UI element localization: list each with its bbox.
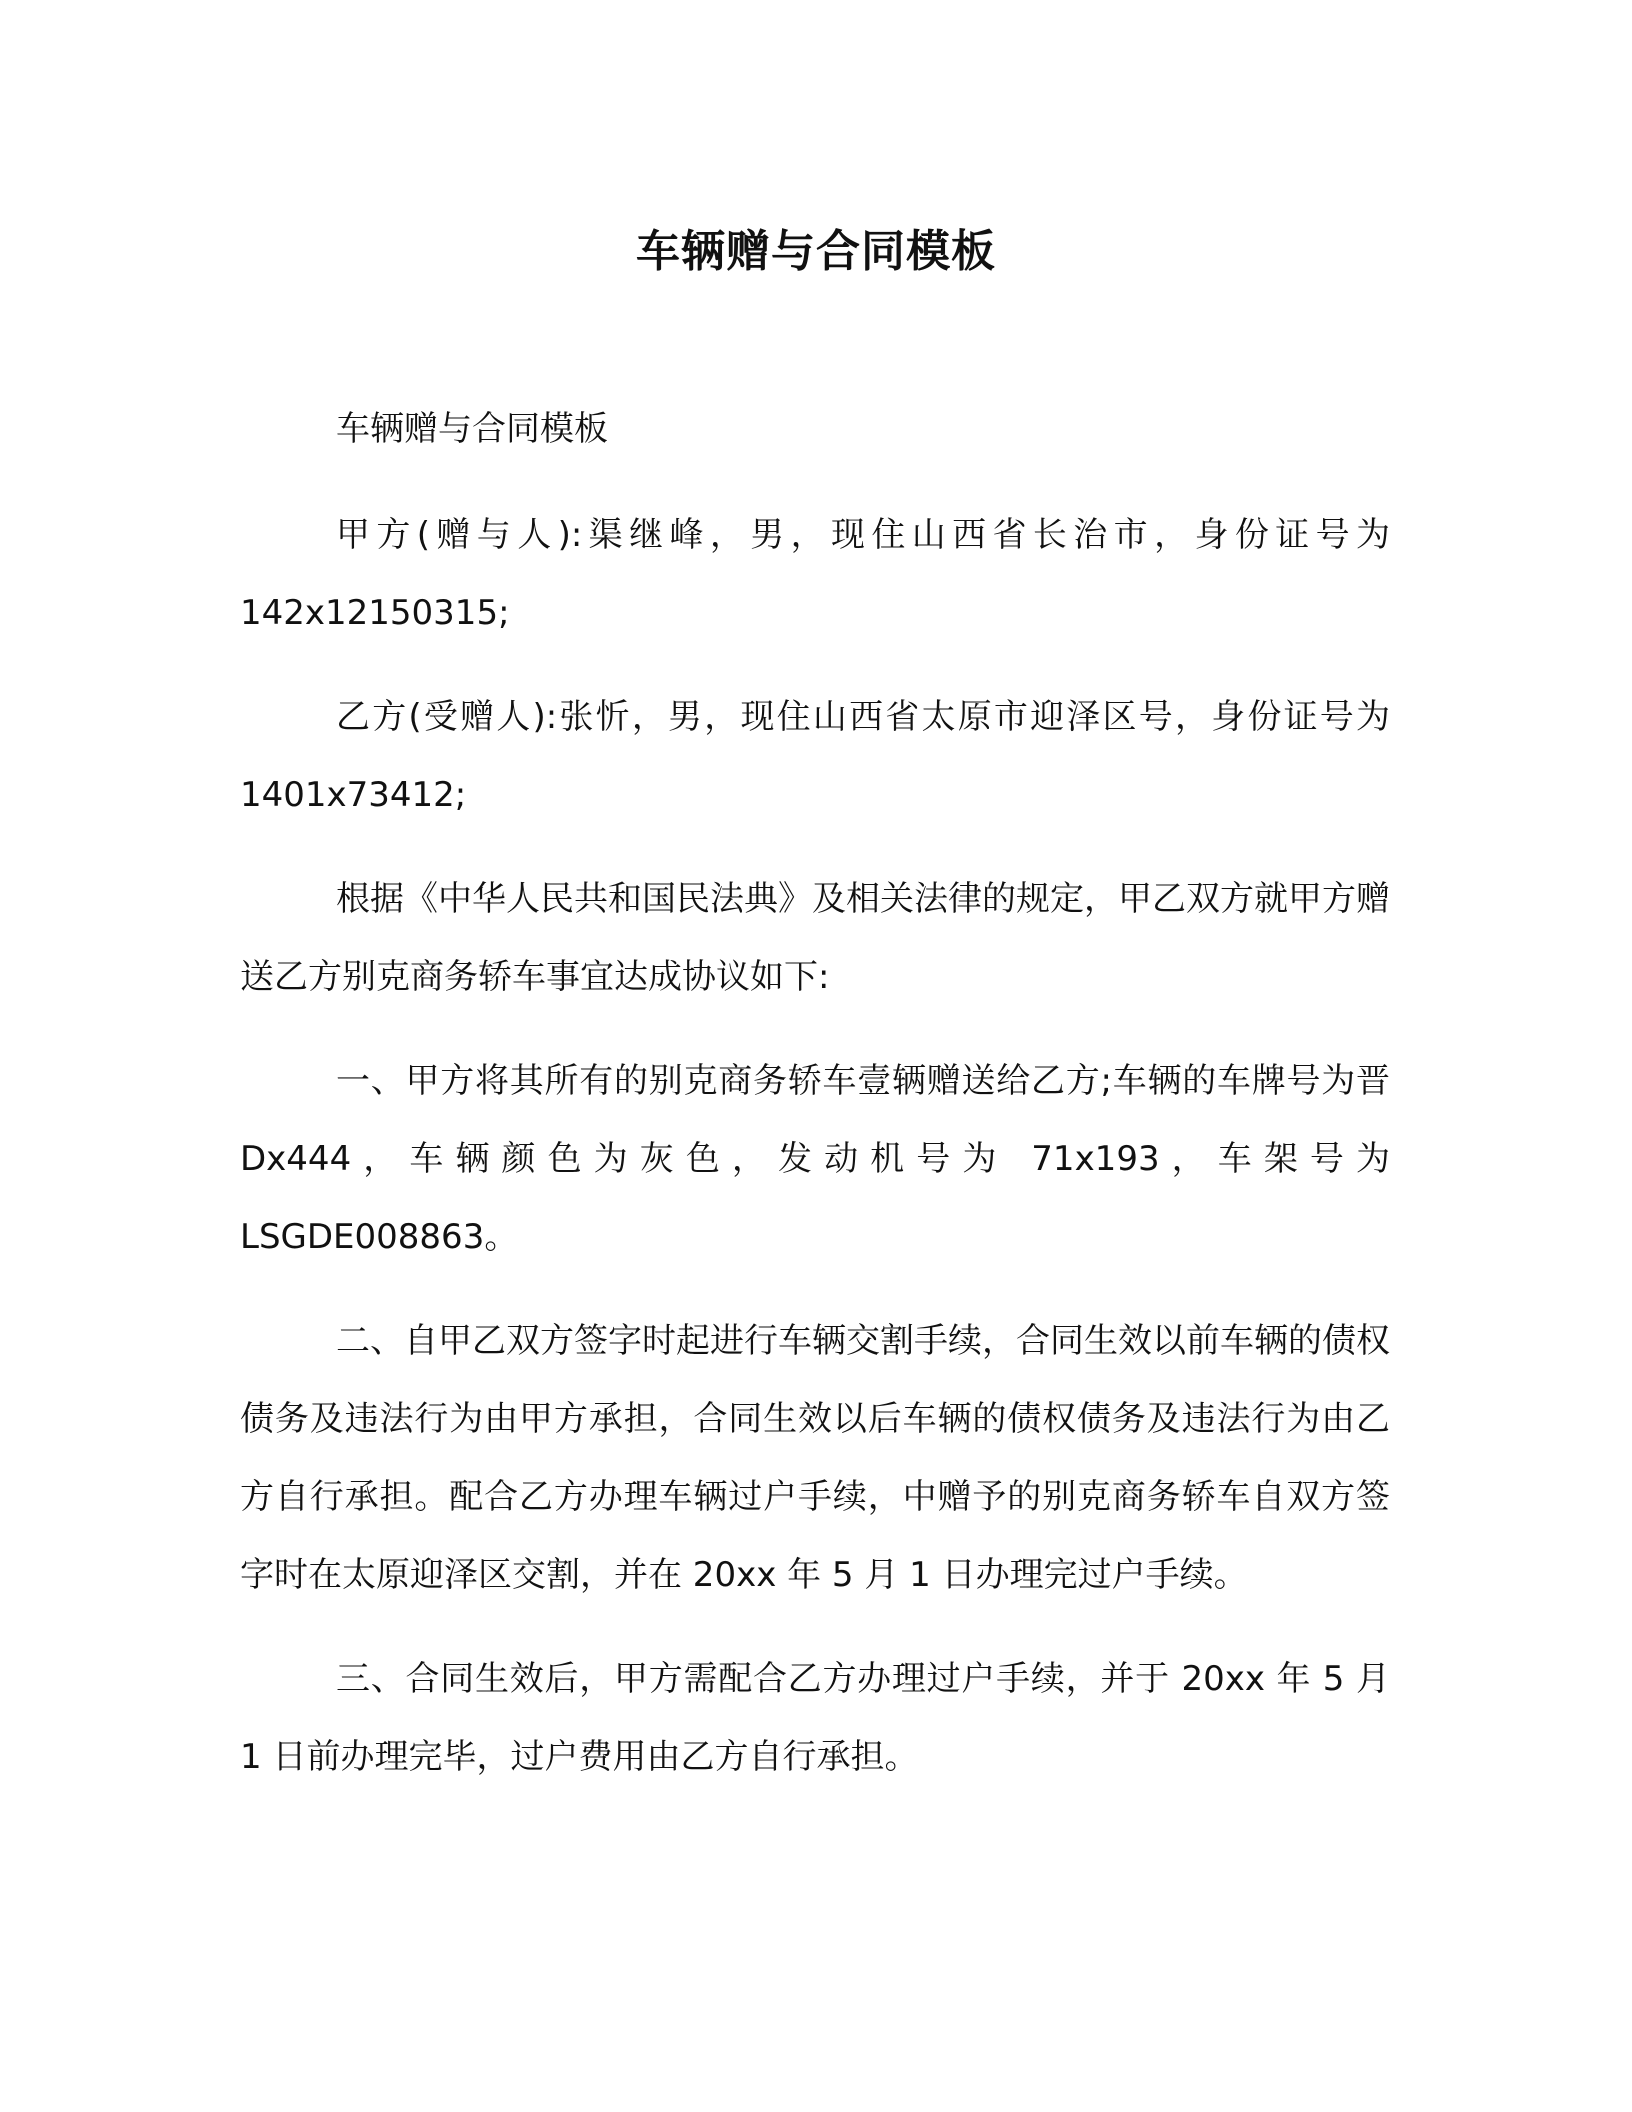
clause-1-paragraph: 一、甲方将其所有的别克商务轿车壹辆赠送给乙方;车辆的车牌号为晋 Dx444，车辆颜色为灰色，发动机号为 71x193，车架号为 LSGDE008863。	[240, 1061, 1390, 1257]
preamble-paragraph: 根据《中华人民共和国民法典》及相关法律的规定，甲乙双方就甲方赠送乙方别克商务轿车事宜达成协议如下:	[240, 879, 1390, 997]
clause-2-paragraph: 二、自甲乙双方签字时起进行车辆交割手续，合同生效以前车辆的债权债务及违法行为由甲方承担，合同生效以后车辆的债权债务及违法行为由乙方自行承担。配合乙方办理车辆过户手续，中赠予的别克商务轿车自双方签字时在太原迎泽区交割，并在 20xx 年 5 月 1 日办理完过户手续。	[240, 1321, 1390, 1595]
party-a-paragraph: 甲方(赠与人):渠继峰，男，现住山西省长治市，身份证号为 142x12150315;	[240, 515, 1390, 633]
party-b-paragraph: 乙方(受赠人):张忻，男，现住山西省太原市迎泽区号，身份证号为 1401x73412;	[240, 697, 1390, 815]
clause-3-paragraph: 三、合同生效后，甲方需配合乙方办理过户手续，并于 20xx 年 5 月 1 日前办理完毕，过户费用由乙方自行承担。	[240, 1659, 1390, 1777]
document-body	[240, 390, 1390, 1796]
document-title: 车辆赠与合同模板	[636, 226, 996, 277]
subtitle-paragraph: 车辆赠与合同模板	[336, 409, 608, 449]
